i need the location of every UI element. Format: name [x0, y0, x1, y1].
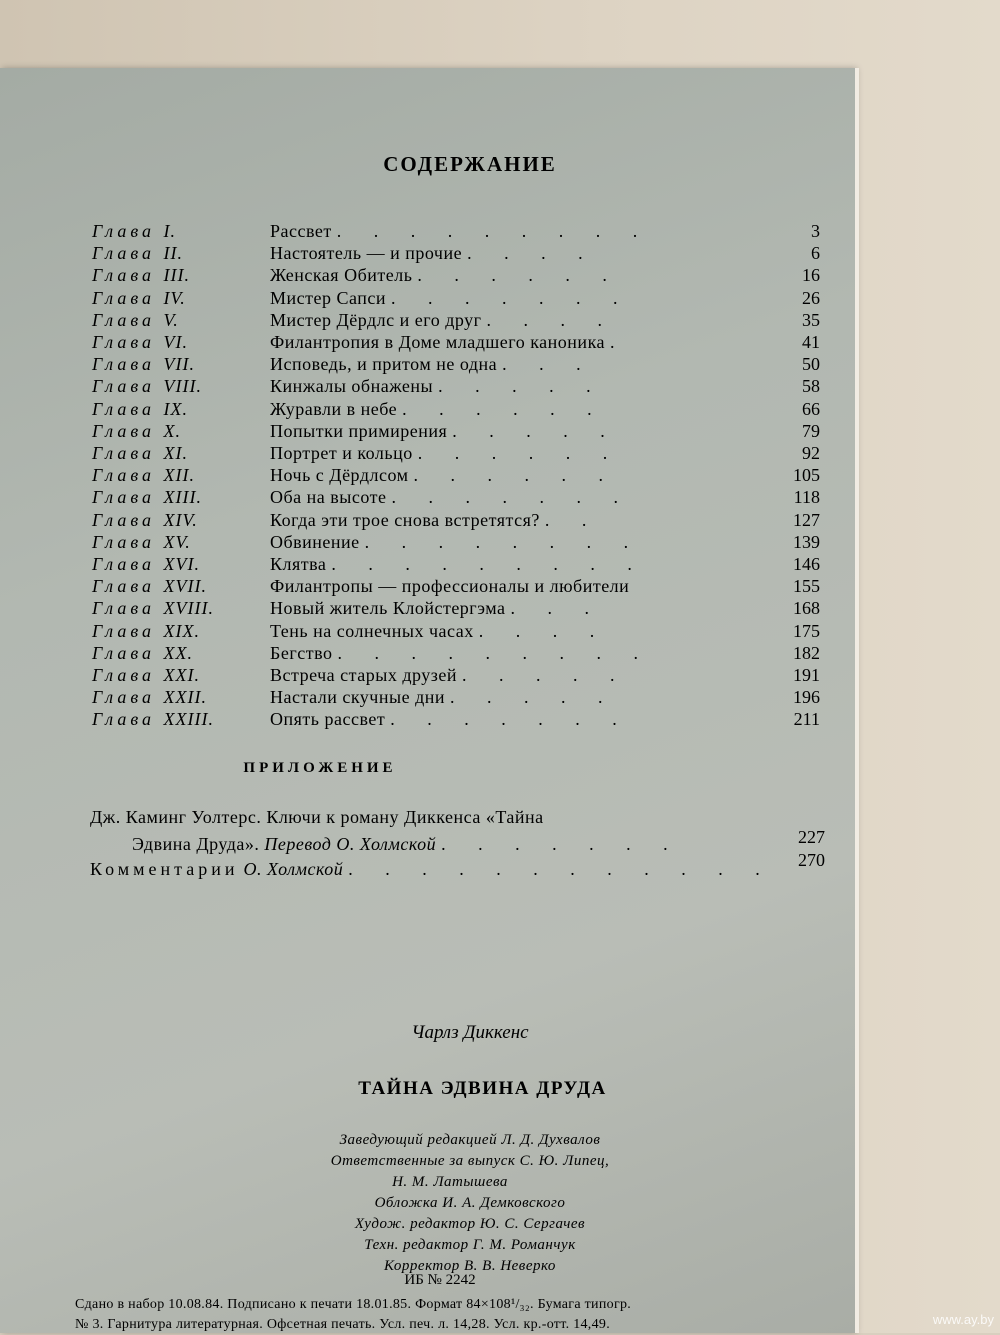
toc-row — [0, 309, 855, 331]
chapter-title-line — [270, 264, 621, 286]
chapter-label — [92, 420, 181, 442]
chapter-title: Новый житель Клойстергэма — [270, 598, 506, 619]
chapter-title-line — [270, 509, 600, 531]
toc-row — [0, 398, 855, 420]
chapter-number: VII. — [163, 354, 196, 375]
chapter-title: Тень на солнечных часах — [270, 620, 474, 641]
chapter-number: XXI. — [163, 665, 201, 685]
chapter-number: XIII. — [163, 487, 203, 508]
chapter-number: XXIII. — [163, 709, 215, 730]
chapter-word: Глава — [92, 598, 156, 619]
chapter-word: Глава — [92, 487, 156, 508]
chapter-label — [92, 553, 200, 575]
leader-dots: . . . . . . — [402, 398, 606, 419]
chapter-title-line — [270, 331, 629, 353]
chapter-number: XXII. — [163, 687, 208, 708]
chapter-page-number: 79 — [802, 420, 820, 441]
chapter-page-number: 139 — [793, 531, 820, 552]
chapter-word: Глава — [92, 531, 156, 552]
leader-dots: . . . . — [486, 309, 617, 330]
watermark: www.ay.by — [932, 1312, 994, 1327]
chapter-number: VI. — [163, 332, 189, 352]
leader-dots: . . . . . . — [417, 443, 622, 463]
chapter-title: Клятва — [270, 554, 327, 574]
chapter-number: IV. — [163, 287, 186, 308]
chapter-title: Мистер Сапси — [270, 287, 386, 308]
toc-row — [0, 531, 855, 553]
chapter-title: Кинжалы обнажены — [270, 376, 434, 397]
chapter-title: Мистер Дёрдлс и его друг — [270, 309, 482, 330]
chapter-title-line — [270, 309, 616, 331]
chapter-word: Глава — [92, 443, 156, 463]
appendix-item-2-plain: Комментарии — [90, 859, 239, 879]
author-name: Чарлз Диккенс — [411, 1022, 529, 1043]
chapter-page-number: 146 — [793, 554, 820, 574]
chapter-title-line — [270, 486, 632, 508]
appendix-item-1-plain: Эдвина Друда». — [132, 834, 260, 854]
chapter-label — [92, 242, 183, 264]
leader-dots: . . . . . . . . . — [336, 221, 652, 241]
chapter-page-number: 3 — [811, 221, 820, 241]
chapter-title-line — [270, 575, 629, 597]
chapter-title: Бегство — [270, 642, 333, 663]
chapter-word: Глава — [92, 642, 156, 663]
chapter-word: Глава — [92, 665, 156, 685]
leader-dots: . . . . . — [438, 376, 605, 397]
chapter-number: III. — [163, 265, 191, 286]
leader-dots: . . . . . . . — [390, 709, 631, 730]
leader-dots: . . . . . . — [417, 265, 621, 286]
chapter-number: XVI. — [163, 554, 201, 574]
chapter-title-line — [270, 620, 608, 642]
chapter-title-line — [270, 553, 646, 575]
chapter-word: Глава — [92, 354, 156, 375]
chapter-label — [92, 486, 202, 508]
chapter-label — [92, 531, 191, 553]
chapter-title: Портрет и кольцо — [270, 443, 413, 463]
chapter-title: Опять рассвет — [270, 709, 386, 730]
chapter-number: II. — [163, 243, 184, 264]
leader-dots: . — [610, 332, 629, 352]
credit-line: Корректор В. В. Неверко — [384, 1258, 556, 1274]
chapter-label — [92, 287, 186, 309]
chapter-number: XV. — [163, 531, 191, 552]
appendix-item-2 — [90, 858, 774, 880]
chapter-word: Глава — [92, 420, 156, 441]
toc-row — [0, 464, 855, 486]
chapter-title: Встреча старых друзей — [270, 665, 457, 685]
leader-dots: . . . . . . . — [391, 487, 632, 508]
toc-row — [0, 708, 855, 730]
chapter-title-line — [270, 708, 631, 730]
toc-row — [0, 486, 855, 508]
chapter-page-number: 191 — [793, 665, 820, 685]
toc-row — [0, 331, 855, 353]
chapter-label — [92, 575, 207, 597]
leader-dots: . . . . . . . . — [364, 531, 643, 552]
chapter-label — [92, 509, 198, 531]
chapter-page-number: 92 — [802, 443, 820, 463]
chapter-label — [92, 597, 214, 619]
chapter-word: Глава — [92, 265, 156, 286]
leader-dots: . . — [544, 509, 601, 530]
chapter-title-line — [270, 531, 642, 553]
chapter-title: Обвинение — [270, 531, 360, 552]
chapter-title: Ночь с Дёрдлсом — [270, 465, 409, 486]
chapter-title-line — [270, 642, 652, 664]
chapter-word: Глава — [92, 509, 156, 530]
chapter-word: Глава — [92, 709, 156, 730]
chapter-title-line — [270, 686, 617, 708]
toc-row — [0, 664, 855, 686]
chapter-title: Журавли в небе — [270, 398, 398, 419]
credit-line: Техн. редактор Г. М. Романчук — [364, 1237, 576, 1253]
credit-line: Заведующий редакцией Л. Д. Духвалов — [339, 1132, 601, 1148]
toc-row — [0, 620, 855, 642]
contents-title: СОДЕРЖАНИЕ — [383, 152, 557, 176]
chapter-page-number: 155 — [793, 576, 820, 597]
credit-line: Обложка И. А. Демковского — [374, 1195, 566, 1211]
chapter-page-number: 127 — [793, 509, 820, 530]
chapter-page-number: 41 — [802, 332, 820, 352]
chapter-title: Исповедь, и притом не одна — [270, 354, 498, 375]
chapter-label — [92, 620, 200, 642]
chapter-title: Попытки примирения — [270, 420, 448, 441]
chapter-title-line — [270, 375, 605, 397]
chapter-page-number: 35 — [802, 309, 820, 330]
chapter-page-number: 66 — [802, 398, 820, 419]
toc-row — [0, 287, 855, 309]
chapter-label — [92, 642, 193, 664]
chapter-word: Глава — [92, 332, 156, 352]
chapter-word: Глава — [92, 243, 156, 264]
chapter-title: Филантропия в Доме младшего каноника — [270, 332, 606, 352]
chapter-title-line — [270, 398, 606, 420]
leader-dots: . . . . . . — [413, 465, 617, 486]
chapter-word: Глава — [92, 554, 156, 574]
chapter-title-line — [270, 242, 597, 264]
chapter-number: XIV. — [163, 509, 198, 530]
book-title: ТАЙНА ЭДВИНА ДРУДА — [358, 1078, 607, 1099]
toc-row — [0, 375, 855, 397]
chapter-page-number: 168 — [793, 598, 820, 619]
chapter-number: XIX. — [163, 620, 201, 641]
chapter-number: VIII. — [163, 376, 203, 397]
appendix-item-1-translator: Перевод О. Холмской — [264, 834, 437, 854]
appendix-item-1-line-1: Дж. Каминг Уолтерс. Ключи к роману Диккенса «Тайна — [90, 807, 544, 827]
leader-dots: . . . . . — [450, 687, 617, 708]
chapter-label — [92, 353, 195, 375]
toc-row — [0, 642, 855, 664]
chapter-label — [92, 686, 207, 708]
chapter-label — [92, 464, 195, 486]
imprint-line-2: № 3. Гарнитура литературная. Офсетная печать. Усл. печ. л. 14,28. Усл. кр.-отт. 14,49. — [75, 1317, 610, 1332]
chapter-word: Глава — [92, 221, 156, 241]
chapter-label — [92, 220, 176, 242]
toc-row — [0, 442, 855, 464]
appendix-item-2-author: О. Холмской — [243, 859, 344, 879]
chapter-label — [92, 708, 214, 730]
chapter-label — [92, 264, 190, 286]
chapter-label — [92, 309, 179, 331]
chapter-word: Глава — [92, 309, 156, 330]
chapter-title-line — [270, 353, 595, 375]
chapter-title-line — [270, 287, 632, 309]
chapter-title: Женская Обитель — [270, 265, 413, 286]
chapter-number: X. — [163, 420, 182, 441]
chapter-page-number: 16 — [802, 265, 820, 286]
credit-line: Худож. редактор Ю. С. Сергачев — [354, 1216, 586, 1232]
chapter-title-line — [270, 220, 651, 242]
toc-row — [0, 553, 855, 575]
chapter-page-number: 58 — [802, 376, 820, 397]
leader-dots: . . . . — [478, 620, 609, 641]
chapter-label — [92, 331, 188, 353]
appendix-item-1-dots: . . . . . . . — [441, 834, 682, 854]
chapter-word: Глава — [92, 376, 156, 397]
leader-dots: . . . — [510, 598, 604, 619]
chapter-title: Оба на высоте — [270, 487, 387, 508]
chapter-page-number: 6 — [811, 243, 820, 264]
toc-row — [0, 509, 855, 531]
chapter-number: V. — [163, 309, 179, 330]
chapter-number: I. — [163, 221, 177, 241]
appendix-item-1-line-2 — [132, 833, 682, 855]
chapter-page-number: 196 — [793, 687, 820, 708]
chapter-word: Глава — [92, 465, 156, 486]
chapter-title-line — [270, 464, 617, 486]
chapter-word: Глава — [92, 620, 156, 641]
toc-row — [0, 420, 855, 442]
chapter-title: Настоятель — и прочие — [270, 243, 463, 264]
toc-row — [0, 242, 855, 264]
chapter-title-line — [270, 420, 619, 442]
chapter-page-number: 118 — [793, 487, 820, 508]
ib-number: ИБ № 2242 — [404, 1272, 476, 1288]
chapter-number: IX. — [163, 398, 189, 419]
appendix-item-2-dots: . . . . . . . . . . . . — [348, 859, 774, 879]
toc-row — [0, 575, 855, 597]
leader-dots: . . . . . . . . . — [331, 554, 646, 574]
chapter-page-number: 182 — [793, 642, 820, 663]
chapter-word: Глава — [92, 687, 156, 708]
chapter-page-number: 175 — [793, 620, 820, 641]
chapter-title: Филантропы — профессионалы и любители — [270, 576, 630, 597]
chapter-title: Настали скучные дни — [270, 687, 445, 708]
chapter-page-number: 26 — [802, 287, 820, 308]
chapter-page-number: 50 — [802, 354, 820, 375]
chapter-word: Глава — [92, 287, 156, 308]
chapter-page-number: 105 — [793, 465, 820, 486]
chapter-number: XI. — [163, 443, 189, 463]
chapter-label — [92, 442, 188, 464]
leader-dots: . . . . . . . — [391, 287, 632, 308]
leader-dots: . . . — [502, 354, 595, 375]
toc-row — [0, 353, 855, 375]
appendix-item-2-page: 270 — [798, 850, 825, 870]
chapter-title-line — [270, 597, 603, 619]
credit-line: Н. М. Латышева — [392, 1174, 508, 1190]
appendix-item-1-page: 227 — [798, 827, 825, 847]
toc-row — [0, 264, 855, 286]
toc-row — [0, 220, 855, 242]
chapter-title: Рассвет — [270, 221, 332, 241]
imprint-line-1: Сдано в набор 10.08.84. Подписано к печати 18.01.85. Формат 84×108¹/₃₂. Бумага типогр. — [75, 1297, 632, 1312]
leader-dots: . . . . . — [452, 420, 619, 441]
toc-row — [0, 597, 855, 619]
chapter-number: XVII. — [163, 576, 208, 597]
chapter-word: Глава — [92, 398, 156, 419]
leader-dots: . . . . . — [461, 665, 629, 685]
chapter-number: XVIII. — [163, 598, 215, 619]
toc-row — [0, 686, 855, 708]
credit-line: Ответственные за выпуск С. Ю. Липец, — [330, 1153, 610, 1169]
chapter-word: Глава — [92, 576, 156, 597]
chapter-page-number: 211 — [793, 709, 820, 730]
appendix-title: ПРИЛОЖЕНИЕ — [243, 760, 397, 776]
chapter-title-line — [270, 442, 621, 464]
chapter-label — [92, 375, 202, 397]
chapter-title: Когда эти трое снова встретятся? — [270, 509, 540, 530]
chapter-label — [92, 664, 200, 686]
chapter-label — [92, 398, 188, 420]
leader-dots: . . . . — [467, 243, 597, 264]
chapter-number: XX. — [163, 642, 194, 663]
leader-dots: . . . . . . . . . — [337, 642, 652, 663]
chapter-number: XII. — [163, 465, 196, 486]
chapter-title-line — [270, 664, 628, 686]
